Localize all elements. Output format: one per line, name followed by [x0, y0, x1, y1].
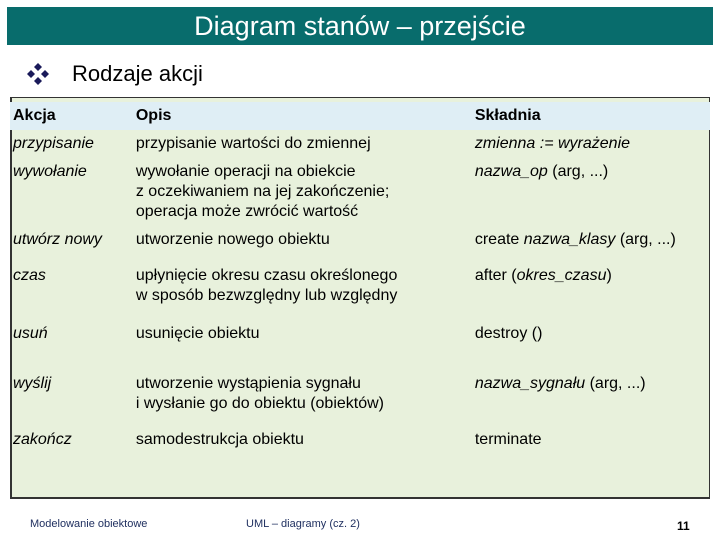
cell-akcja: przypisanie	[13, 135, 94, 152]
cell-akcja: utwórz nowy	[13, 231, 102, 248]
table-row	[10, 226, 710, 262]
syntax-part: okres_czasu	[516, 267, 607, 284]
cell-opis: utworzenie nowego obiektu	[135, 231, 330, 248]
diamond-bullet-icon	[26, 62, 50, 86]
footer-left: Modelowanie obiektowe	[30, 518, 148, 530]
cell-skladnia: terminate	[474, 431, 542, 448]
actions-table	[10, 102, 710, 454]
opis-line: w sposób bezwzględny lub względny	[135, 287, 398, 304]
opis-line: z oczekiwaniem na jej zakończenie;	[135, 183, 390, 200]
cell-skladnia: zmienna := wyrażenie	[474, 135, 631, 152]
cell-skladnia	[472, 370, 710, 426]
table-row	[10, 130, 710, 158]
heading-row	[26, 58, 203, 90]
cell-opis: przypisanie wartości do zmiennej	[135, 135, 371, 152]
cell-opis: samodestrukcja obiektu	[135, 431, 304, 448]
table-row	[10, 370, 710, 426]
syntax-part: nazwa_sygnału	[474, 375, 586, 392]
opis-line: i wysłanie go do obiektu (obiektów)	[135, 395, 384, 412]
syntax-part: (arg, ...)	[585, 375, 646, 392]
cell-akcja: wyślij	[13, 375, 52, 392]
opis-line: upłynięcie okresu czasu określonego	[135, 267, 398, 284]
cell-opis	[133, 370, 472, 426]
header-akcja: Akcja	[10, 102, 133, 130]
footer-center: UML – diagramy (cz. 2)	[246, 518, 360, 530]
title-bar	[7, 7, 713, 45]
slide-title: Diagram stanów – przejście	[194, 10, 526, 41]
table-row	[10, 158, 710, 226]
cell-skladnia	[472, 158, 710, 226]
syntax-part: after (	[474, 267, 517, 284]
cell-skladnia	[472, 226, 710, 262]
cell-opis	[133, 158, 472, 226]
cell-skladnia	[472, 262, 710, 320]
opis-line: utworzenie wystąpienia sygnału	[135, 375, 361, 392]
cell-skladnia: destroy ()	[474, 325, 543, 342]
cell-opis	[133, 262, 472, 320]
cell-akcja: wywołanie	[13, 163, 87, 180]
header-opis: Opis	[133, 102, 472, 130]
page-number: 11	[677, 519, 690, 533]
table-row	[10, 426, 710, 454]
table-header-row	[10, 102, 710, 130]
syntax-part: )	[606, 267, 612, 284]
cell-akcja: czas	[13, 267, 46, 284]
cell-akcja: zakończ	[13, 431, 72, 448]
syntax-part: create	[474, 231, 524, 248]
opis-line: operacja może zwrócić wartość	[135, 203, 359, 220]
syntax-part: nazwa_klasy	[523, 231, 616, 248]
opis-line: wywołanie operacji na obiekcie	[135, 163, 356, 180]
syntax-part: nazwa_op	[474, 163, 548, 180]
section-heading: Rodzaje akcji	[72, 61, 203, 86]
syntax-part: (arg, ...)	[615, 231, 676, 248]
header-skladnia: Składnia	[472, 102, 710, 130]
cell-opis: usunięcie obiektu	[135, 325, 260, 342]
table-row	[10, 262, 710, 320]
cell-akcja: usuń	[13, 325, 48, 342]
syntax-part: (arg, ...)	[547, 163, 609, 180]
table-row	[10, 320, 710, 370]
